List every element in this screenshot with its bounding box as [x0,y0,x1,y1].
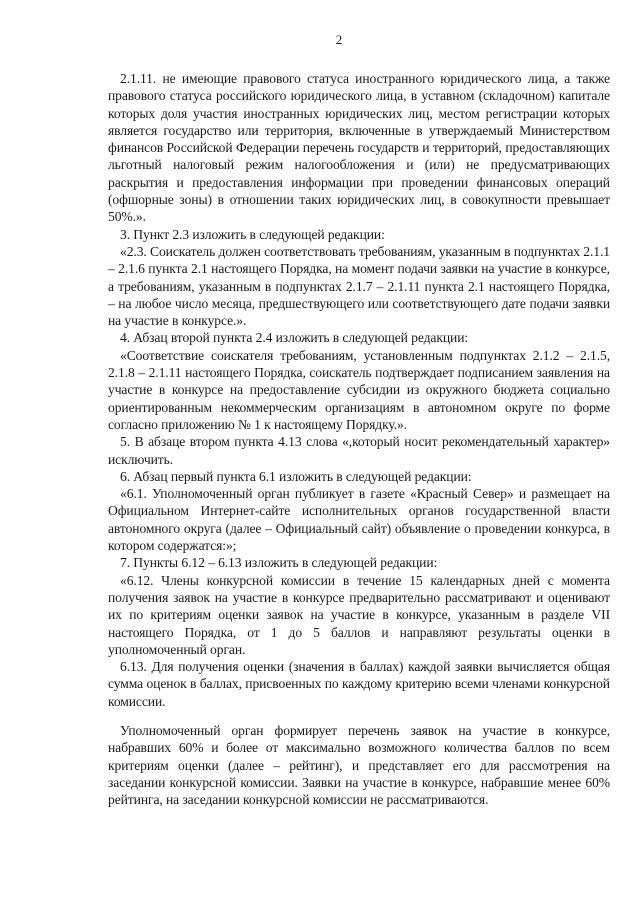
paragraph-compliance: «Соответствие соискателя требованиям, установленным подпунктах 2.1.2 – 2.1.5, 2.1.8 – 2.1.11 настоящего Порядка, соискатель подтверждает подписанием заявления на участие в конкурсе на предоставление субсидии из окружного бюджета социально ориентированным некоммерческим организациям в автономном округе по форме согласно приложению № 1 к настоящему Порядку.». [108,347,610,432]
page-number: 2 [335,32,343,47]
paragraph-6-12: «6.12. Члены конкурсной комиссии в течение 15 календарных дней с момента получения заявок на участие в конкурсе предварительно рассматривают и оценивают их по критериям оценки заявок на участие в конкурсе, указанным в разделе VII настоящего Порядка, от 1 до 5 баллов и направляют результаты оценки в уполномоченный орган. [108,572,610,657]
paragraph-item-5: 5. В абзаце втором пункта 4.13 слова «,который носит рекомендательный характер» исключить. [108,434,610,467]
paragraph-rating: Уполномоченный орган формирует перечень заявок на участие в конкурсе, набравших 60% и более от максимально возможного количества баллов по всем критериям оценки (далее – рейтинг), и представляет его для рассмотрения на заседании конкурсной комиссии. Заявки на участие в конкурсе, набравшие менее 60% рейтинга, на заседании конкурсной комиссии не рассматриваются. [108,722,610,808]
paragraph-item-3: 3. Пункт 2.3 изложить в следующей редакции: [120,226,385,242]
paragraph-6-13: 6.13. Для получения оценки (значения в баллах) каждой заявки вычисляется общая сумма оценок в баллах, присвоенных по каждому критерию всеми членами конкурсной комиссии. [108,659,610,709]
paragraph-item-6: 6. Абзац первый пункта 6.1 изложить в следующей редакции: [120,468,472,484]
paragraph-item-4: 4. Абзац второй пункта 2.4 изложить в следующей редакции: [120,330,469,346]
paragraph-6-1: «6.1. Уполномоченный орган публикует в газете «Красный Север» и размещает на Официальном Интернет-сайте исполнительных органов государственной власти автономного округа (далее – Официальный сайт) объявление о проведении конкурса, в котором содержатся:»; [108,486,610,554]
paragraph-2-3: «2.3. Соискатель должен соответствовать требованиям, указанным в подпунктах 2.1.1 – 2.1.6 пункта 2.1 настоящего Порядка, на момент подачи заявки на участие в конкурсе, а требованиям, указанным в подпунктах 2.1.7 – 2.1.11 пункта 2.1 настоящего Порядка, – на любое число месяца, предшествующего или соответствующего дате подачи заявки на участие в конкурсе.». [108,243,610,329]
paragraph-2-1-11: 2.1.11. не имеющие правового статуса иностранного юридического лица, а также правового статуса российского юридического лица, в уставном (складочном) капитале которых доля участия иностранных юридических лиц, местом регистрации которых является государство или территория, включенные в утверждаемый Министерством финансов Российской Федерации перечень государств и территорий, предоставляющих льготный налоговый режим налогообложения и (или) не предусматривающих раскрытия и предоставления информации при проведении финансовых операций (офшорные зоны) в отношении таких юридических лиц, в совокупности превышает 50%.». [108,71,610,225]
paragraph-item-7: 7. Пункты 6.12 – 6.13 изложить в следующей редакции: [120,555,438,571]
